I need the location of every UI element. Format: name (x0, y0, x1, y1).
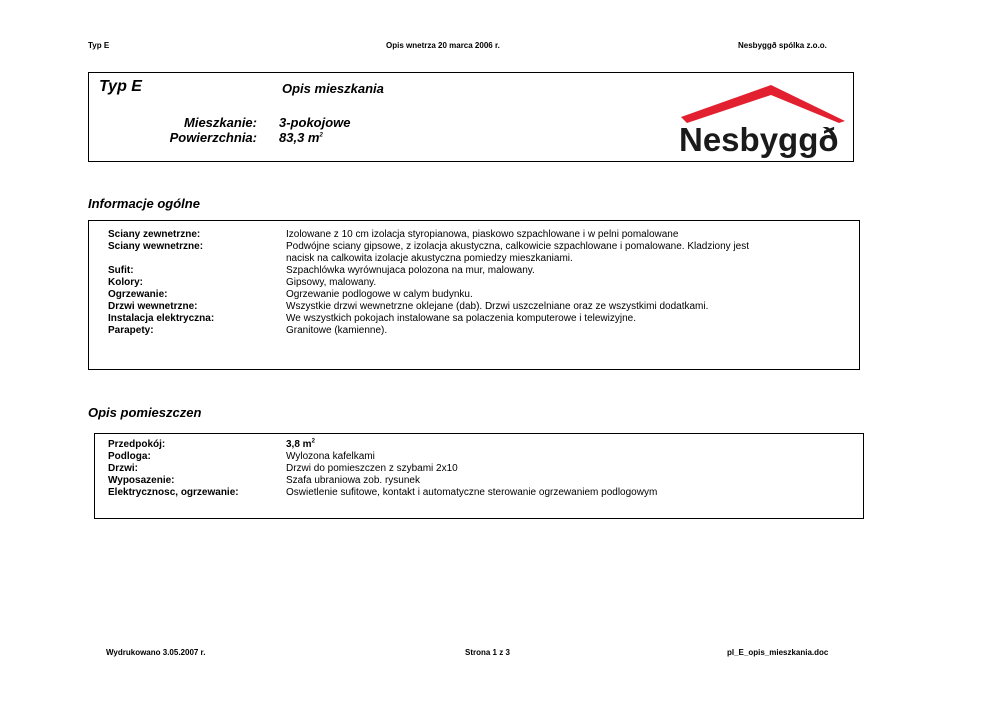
list-item (108, 289, 848, 301)
row-value: Drzwi do pomieszczen z szybami 2x10 (286, 463, 458, 474)
row-value: Oswietlenie sufitowe, kontakt i automatyczne sterowanie ogrzewaniem podlogowym (286, 487, 658, 498)
row-value: Wszystkie drzwi wewnetrzne oklejane (dab). Drzwi uszczelniane oraz ze wszystkimi dodatkami. (286, 301, 709, 312)
list-item (108, 265, 848, 277)
row-value: Gipsowy, malowany. (286, 277, 377, 288)
row-value: Izolowane z 10 cm izolacja styropianowa, piaskowo szpachlowane i w pelni pomalowane (286, 229, 679, 240)
list-item (108, 475, 848, 487)
row-label: Instalacja elektryczna: (108, 313, 215, 324)
row-value: Szafa ubraniowa zob. rysunek (286, 475, 420, 486)
footer-center: Strona 1 z 3 (465, 648, 510, 657)
list-item (108, 241, 848, 253)
header-right: Nesbyggð spólka z.o.o. (738, 41, 827, 50)
area-value: 83,3 $m^2$ (279, 130, 323, 145)
general-info-title: Informacje ogólne (88, 196, 200, 211)
row-value: Wylozona kafelkami (286, 451, 375, 462)
list-item (108, 487, 848, 499)
row-label: Sciany zewnetrzne: (108, 229, 201, 240)
house-roof-icon (679, 83, 845, 161)
company-logo (679, 83, 845, 161)
row-label: Parapety: (108, 325, 154, 336)
row-label: Przedpokój: (108, 439, 166, 450)
general-info-rows (108, 229, 848, 337)
general-info-box (88, 220, 860, 370)
apartment-summary-box (88, 72, 854, 162)
row-value: Ogrzewanie podlogowe w calym budynku. (286, 289, 473, 300)
area-label: Powierzchnia: (169, 130, 257, 145)
row-label (108, 253, 286, 265)
row-label: Elektrycznosc, ogrzewanie: (108, 487, 239, 498)
row-value: Granitowe (kamienne). (286, 325, 388, 336)
apartment-value: 3-pokojowe (279, 115, 351, 130)
row-value: Szpachlówka wyrównujaca polozona na mur, malowany. (286, 265, 535, 276)
row-label: Drzwi: (108, 463, 138, 474)
row-label: Sciany wewnetrzne: (108, 241, 204, 252)
row-label: Podloga: (108, 451, 151, 462)
header-center: Opis wnetrza 20 marca 2006 r. (386, 41, 500, 50)
row-value: 3,8 $m^2$ (286, 438, 315, 450)
list-item (108, 253, 848, 265)
row-label: Wyposazenie: (108, 475, 175, 486)
list-item (108, 463, 848, 475)
row-label: Sufit: (108, 265, 134, 276)
description-title: Opis mieszkania (282, 81, 384, 96)
row-label: Kolory: (108, 277, 143, 288)
type-heading: Typ E (99, 78, 142, 95)
list-item (108, 301, 848, 313)
row-value: We wszystkich pokojach instalowane sa polaczenia komputerowe i telewizyjne. (286, 313, 636, 324)
list-item (108, 229, 848, 241)
rooms-box (94, 433, 864, 519)
rooms-title: Opis pomieszczen (88, 405, 202, 420)
header-left: Typ E (88, 41, 110, 50)
list-item (108, 325, 848, 337)
row-value: Podwójne sciany gipsowe, z izolacja akustyczna, calkowicie szpachlowane i pomalowane. Kladziony jest (286, 241, 750, 252)
row-label: Ogrzewanie: (108, 289, 168, 300)
rooms-rows (108, 439, 848, 499)
row-value: nacisk na calkowita izolacje akustyczna pomiedzy mieszkaniami. (286, 253, 573, 264)
list-item (108, 439, 848, 451)
logo-text: Nesbyggð (679, 121, 839, 158)
apartment-label: Mieszkanie: (184, 115, 257, 130)
footer-left: Wydrukowano 3.05.2007 r. (106, 648, 206, 657)
list-item (108, 451, 848, 463)
row-label: Drzwi wewnetrzne: (108, 301, 198, 312)
list-item (108, 277, 848, 289)
footer-right: pl_E_opis_mieszkania.doc (727, 648, 829, 657)
list-item (108, 313, 848, 325)
